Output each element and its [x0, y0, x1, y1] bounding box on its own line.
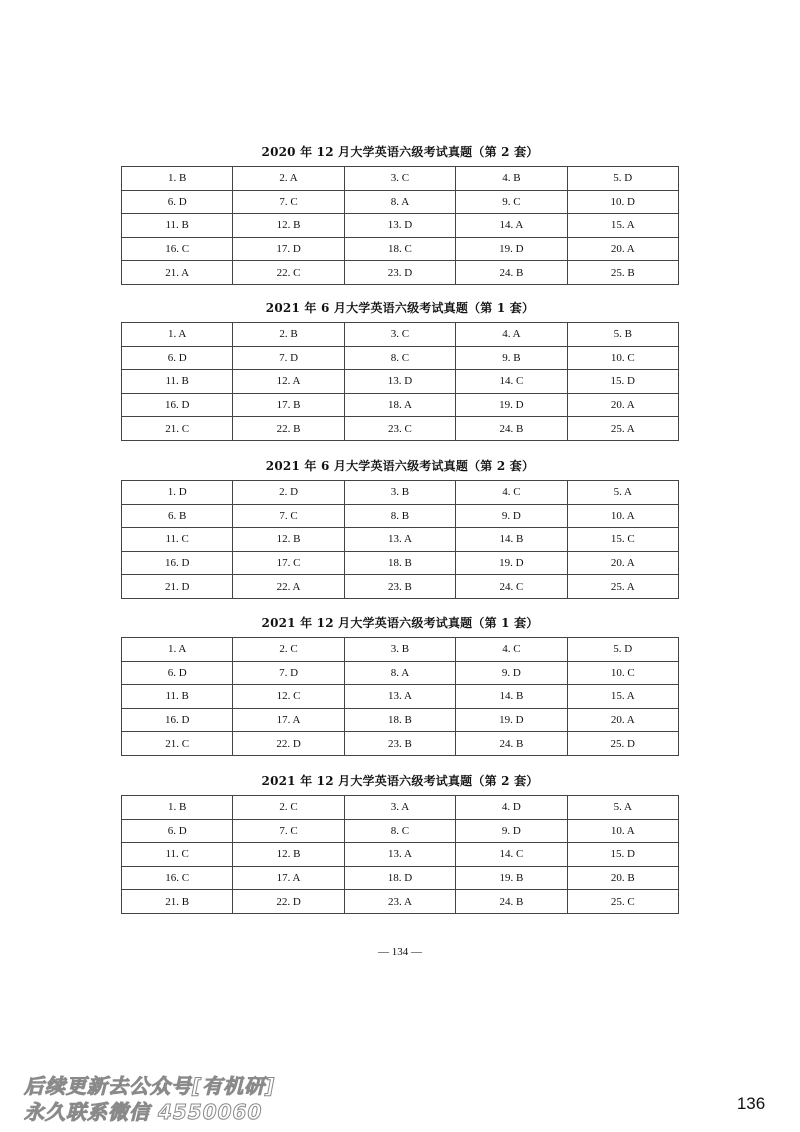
answer-cell: 13. A	[344, 528, 455, 552]
answer-table	[121, 322, 679, 441]
answer-table	[121, 637, 679, 756]
answer-cell: 7. D	[233, 661, 344, 685]
answer-cell: 6. B	[122, 504, 233, 528]
answer-cell: 24. B	[456, 417, 567, 441]
answer-cell: 11. B	[122, 370, 233, 394]
answer-cell: 3. C	[344, 323, 455, 347]
answer-cell: 2. B	[233, 323, 344, 347]
answer-cell: 19. D	[456, 237, 567, 261]
answer-table	[121, 480, 679, 599]
answer-cell: 19. B	[456, 866, 567, 890]
answer-cell: 20. B	[567, 866, 678, 890]
answer-cell: 13. D	[344, 370, 455, 394]
answer-cell: 11. C	[122, 843, 233, 867]
answer-cell: 14. C	[456, 843, 567, 867]
table-row	[122, 528, 679, 552]
answer-cell: 22. B	[233, 417, 344, 441]
answer-cell: 4. C	[456, 481, 567, 505]
answer-cell: 19. D	[456, 708, 567, 732]
answer-cell: 7. C	[233, 819, 344, 843]
answer-cell: 15. D	[567, 843, 678, 867]
answer-cell: 13. D	[344, 214, 455, 238]
answer-table	[121, 166, 679, 285]
table-row	[122, 661, 679, 685]
table-row	[122, 190, 679, 214]
answer-cell: 14. A	[456, 214, 567, 238]
answer-cell: 13. A	[344, 685, 455, 709]
table-row	[122, 890, 679, 914]
answer-cell: 17. D	[233, 237, 344, 261]
answer-cell: 25. D	[567, 732, 678, 756]
answer-cell: 19. D	[456, 551, 567, 575]
answer-cell: 24. B	[456, 261, 567, 285]
table-row	[122, 214, 679, 238]
answer-cell: 12. B	[233, 214, 344, 238]
section-title: 2021 年 12 月大学英语六级考试真题（第 2 套）	[261, 774, 539, 788]
answer-cell: 15. A	[567, 214, 678, 238]
answer-cell: 25. B	[567, 261, 678, 285]
answer-cell: 21. B	[122, 890, 233, 914]
answer-cell: 7. C	[233, 190, 344, 214]
answer-cell: 5. B	[567, 323, 678, 347]
answer-cell: 23. B	[344, 732, 455, 756]
table-row	[122, 481, 679, 505]
table-row	[122, 504, 679, 528]
answer-cell: 21. C	[122, 732, 233, 756]
answer-cell: 7. C	[233, 504, 344, 528]
answer-cell: 23. A	[344, 890, 455, 914]
answer-cell: 15. A	[567, 685, 678, 709]
answer-cell: 8. C	[344, 819, 455, 843]
answer-cell: 17. A	[233, 866, 344, 890]
table-row	[122, 237, 679, 261]
answer-cell: 25. A	[567, 575, 678, 599]
answer-cell: 10. A	[567, 819, 678, 843]
answer-cell: 16. C	[122, 237, 233, 261]
answer-cell: 1. B	[122, 167, 233, 191]
answer-cell: 13. A	[344, 843, 455, 867]
answer-cell: 11. B	[122, 214, 233, 238]
answer-cell: 12. A	[233, 370, 344, 394]
answer-cell: 4. B	[456, 167, 567, 191]
answer-cell: 5. D	[567, 638, 678, 662]
answer-cell: 2. C	[233, 638, 344, 662]
section-title: 2020 年 12 月大学英语六级考试真题（第 2 套）	[261, 145, 539, 159]
answer-cell: 15. D	[567, 370, 678, 394]
section-title: 2021 年 12 月大学英语六级考试真题（第 1 套）	[261, 616, 539, 630]
answer-section-3	[121, 456, 679, 599]
answer-cell: 1. A	[122, 638, 233, 662]
answer-cell: 20. A	[567, 708, 678, 732]
answer-cell: 18. B	[344, 708, 455, 732]
answer-cell: 20. A	[567, 551, 678, 575]
answer-cell: 24. B	[456, 890, 567, 914]
answer-cell: 20. A	[567, 237, 678, 261]
answer-cell: 6. D	[122, 661, 233, 685]
table-row	[122, 575, 679, 599]
answer-cell: 6. D	[122, 346, 233, 370]
answer-cell: 1. B	[122, 796, 233, 820]
answer-cell: 5. A	[567, 481, 678, 505]
answer-cell: 2. A	[233, 167, 344, 191]
answer-cell: 3. B	[344, 481, 455, 505]
table-row	[122, 685, 679, 709]
table-row	[122, 370, 679, 394]
table-row	[122, 346, 679, 370]
answer-cell: 6. D	[122, 819, 233, 843]
answer-cell: 1. A	[122, 323, 233, 347]
answer-cell: 21. A	[122, 261, 233, 285]
answer-section-1	[121, 142, 679, 285]
section-title: 2021 年 6 月大学英语六级考试真题（第 1 套）	[265, 301, 535, 315]
answer-cell: 14. B	[456, 685, 567, 709]
answer-cell: 18. C	[344, 237, 455, 261]
watermark-line-2: 永久联系微信 4550060	[24, 1100, 263, 1124]
answer-section-5	[121, 771, 679, 914]
table-row	[122, 323, 679, 347]
answer-cell: 25. C	[567, 890, 678, 914]
answer-cell: 16. D	[122, 551, 233, 575]
answer-cell: 17. B	[233, 393, 344, 417]
answer-cell: 21. C	[122, 417, 233, 441]
answer-cell: 3. A	[344, 796, 455, 820]
answer-cell: 16. D	[122, 708, 233, 732]
answer-cell: 6. D	[122, 190, 233, 214]
answer-section-2	[121, 298, 679, 441]
answer-cell: 23. C	[344, 417, 455, 441]
answer-cell: 22. C	[233, 261, 344, 285]
answer-cell: 22. D	[233, 890, 344, 914]
answer-cell: 10. A	[567, 504, 678, 528]
answer-cell: 9. D	[456, 661, 567, 685]
answer-cell: 19. D	[456, 393, 567, 417]
answer-cell: 17. C	[233, 551, 344, 575]
answer-cell: 9. D	[456, 504, 567, 528]
answer-cell: 4. A	[456, 323, 567, 347]
answer-cell: 18. D	[344, 866, 455, 890]
answer-cell: 3. B	[344, 638, 455, 662]
answer-cell: 18. B	[344, 551, 455, 575]
watermark	[24, 1073, 324, 1125]
answer-cell: 10. D	[567, 190, 678, 214]
answer-cell: 23. B	[344, 575, 455, 599]
table-row	[122, 417, 679, 441]
answer-cell: 15. C	[567, 528, 678, 552]
section-title: 2021 年 6 月大学英语六级考试真题（第 2 套）	[265, 459, 535, 473]
table-row	[122, 551, 679, 575]
answer-cell: 22. A	[233, 575, 344, 599]
table-row	[122, 819, 679, 843]
answer-cell: 16. C	[122, 866, 233, 890]
answer-cell: 5. A	[567, 796, 678, 820]
answer-cell: 25. A	[567, 417, 678, 441]
table-row	[122, 167, 679, 191]
answer-cell: 24. C	[456, 575, 567, 599]
answer-cell: 8. B	[344, 504, 455, 528]
answer-cell: 17. A	[233, 708, 344, 732]
answer-cell: 8. A	[344, 190, 455, 214]
answer-cell: 7. D	[233, 346, 344, 370]
answer-cell: 11. C	[122, 528, 233, 552]
watermark-line-1: 后续更新去公众号[有机研]	[24, 1074, 276, 1098]
answer-cell: 12. C	[233, 685, 344, 709]
answer-cell: 4. D	[456, 796, 567, 820]
table-row	[122, 393, 679, 417]
answer-cell: 8. C	[344, 346, 455, 370]
answer-cell: 1. D	[122, 481, 233, 505]
table-row	[122, 708, 679, 732]
answer-cell: 3. C	[344, 167, 455, 191]
table-row	[122, 843, 679, 867]
table-row	[122, 796, 679, 820]
answer-cell: 14. C	[456, 370, 567, 394]
answer-cell: 11. B	[122, 685, 233, 709]
answer-cell: 10. C	[567, 661, 678, 685]
answer-section-4	[121, 613, 679, 756]
answer-cell: 4. C	[456, 638, 567, 662]
answer-cell: 24. B	[456, 732, 567, 756]
table-row	[122, 638, 679, 662]
answer-cell: 20. A	[567, 393, 678, 417]
answer-cell: 14. B	[456, 528, 567, 552]
answer-cell: 9. B	[456, 346, 567, 370]
answer-cell: 16. D	[122, 393, 233, 417]
answer-cell: 9. D	[456, 819, 567, 843]
answer-cell: 8. A	[344, 661, 455, 685]
page-number: — 134 —	[378, 946, 422, 958]
answer-cell: 23. D	[344, 261, 455, 285]
answer-cell: 9. C	[456, 190, 567, 214]
answer-cell: 12. B	[233, 528, 344, 552]
table-row	[122, 732, 679, 756]
answer-cell: 22. D	[233, 732, 344, 756]
table-row	[122, 866, 679, 890]
answer-cell: 12. B	[233, 843, 344, 867]
answer-cell: 5. D	[567, 167, 678, 191]
answer-cell: 2. C	[233, 796, 344, 820]
answer-cell: 18. A	[344, 393, 455, 417]
answer-cell: 21. D	[122, 575, 233, 599]
table-row	[122, 261, 679, 285]
footer-page-number: 136	[736, 1094, 766, 1113]
answer-cell: 2. D	[233, 481, 344, 505]
answer-cell: 10. C	[567, 346, 678, 370]
answer-table	[121, 795, 679, 914]
